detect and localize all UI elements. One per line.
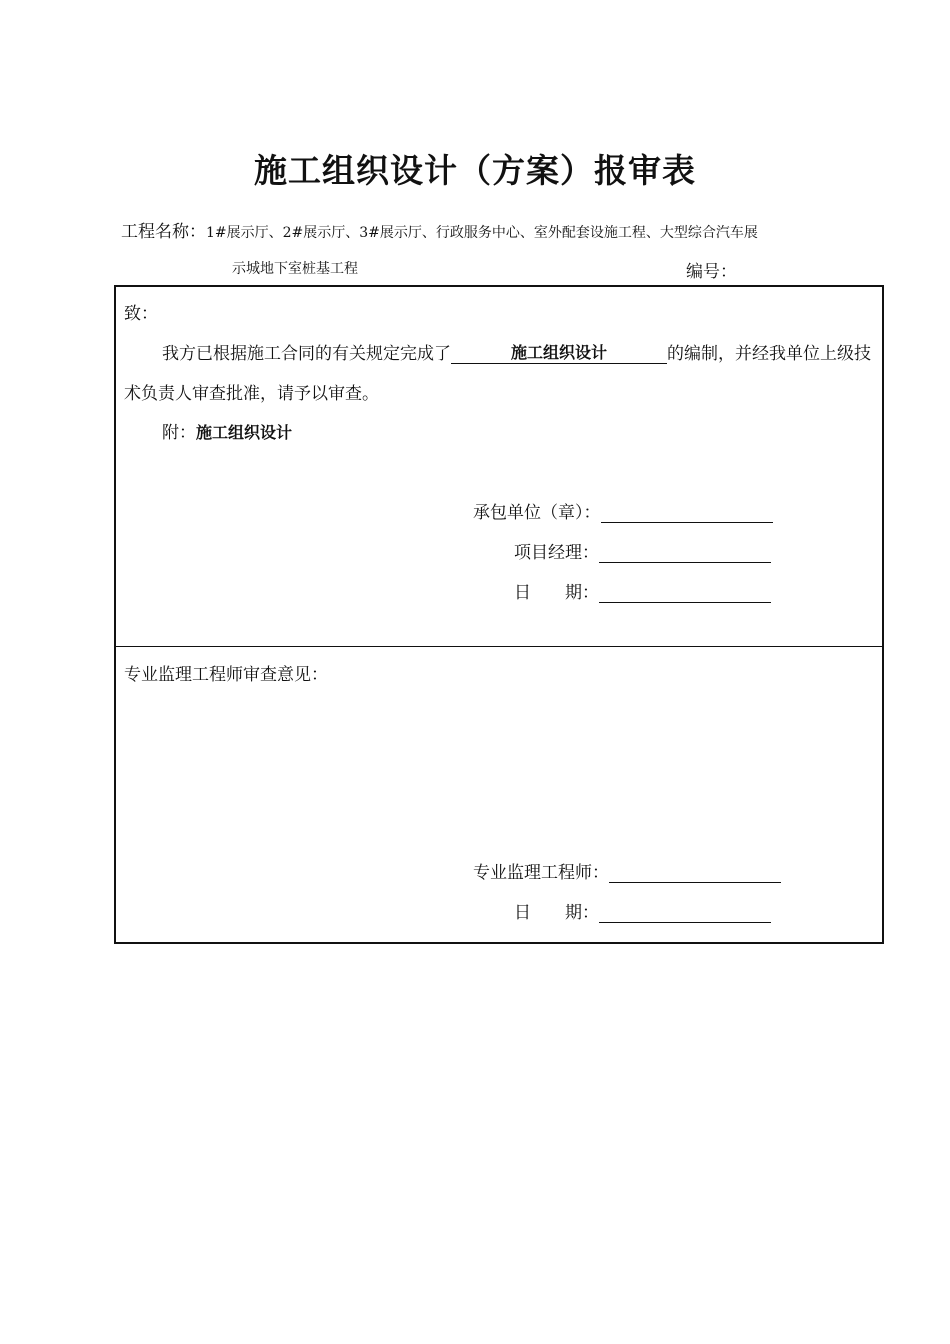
top-date-label: 日 期：	[514, 583, 599, 603]
filled-item: 施工组织设计	[451, 340, 667, 364]
project-name-label: 工程名称：	[121, 222, 206, 242]
attachment-line	[162, 418, 292, 443]
submission-statement-line1	[162, 339, 871, 364]
supervisor-opinion-label: 专业监理工程师审查意见：	[124, 665, 328, 685]
manager-signature-line[interactable]	[599, 543, 771, 563]
document-title: 施工组织设计（方案）报审表	[254, 151, 696, 190]
engineer-label: 专业监理工程师：	[473, 863, 609, 883]
engineer-signature-line[interactable]	[609, 863, 781, 883]
project-name-line1	[121, 217, 758, 242]
bottom-date-label: 日 期：	[514, 903, 599, 923]
top-date-line	[514, 578, 771, 603]
manager-label: 项目经理：	[514, 543, 599, 563]
statement-part1: 我方已根据施工合同的有关规定完成了	[162, 344, 451, 364]
statement-part2: 的编制，并经我单位上级技	[667, 344, 871, 364]
review-form-table	[114, 285, 884, 944]
section-divider	[116, 646, 882, 647]
bottom-date-field-line[interactable]	[599, 903, 771, 923]
project-name-line2: 示城地下室桩基工程	[232, 261, 358, 277]
attachment-label: 附：	[162, 423, 196, 443]
code-label: 编号：	[686, 262, 737, 282]
manager-line	[514, 538, 771, 563]
contractor-label: 承包单位（章）：	[473, 503, 601, 523]
contractor-line	[473, 498, 773, 523]
contractor-signature-line[interactable]	[601, 503, 773, 523]
addressee-label: 致：	[124, 304, 158, 324]
engineer-line	[473, 858, 781, 883]
submission-statement-line2: 术负责人审查批准，请予以审查。	[124, 384, 379, 404]
project-name-value: 1#展示厅、2#展示厅、3#展示厅、行政服务中心、室外配套设施工程、大型综合汽车展	[206, 225, 758, 241]
top-date-field-line[interactable]	[599, 583, 771, 603]
bottom-date-line	[514, 898, 771, 923]
attachment-value: 施工组织设计	[196, 423, 293, 442]
